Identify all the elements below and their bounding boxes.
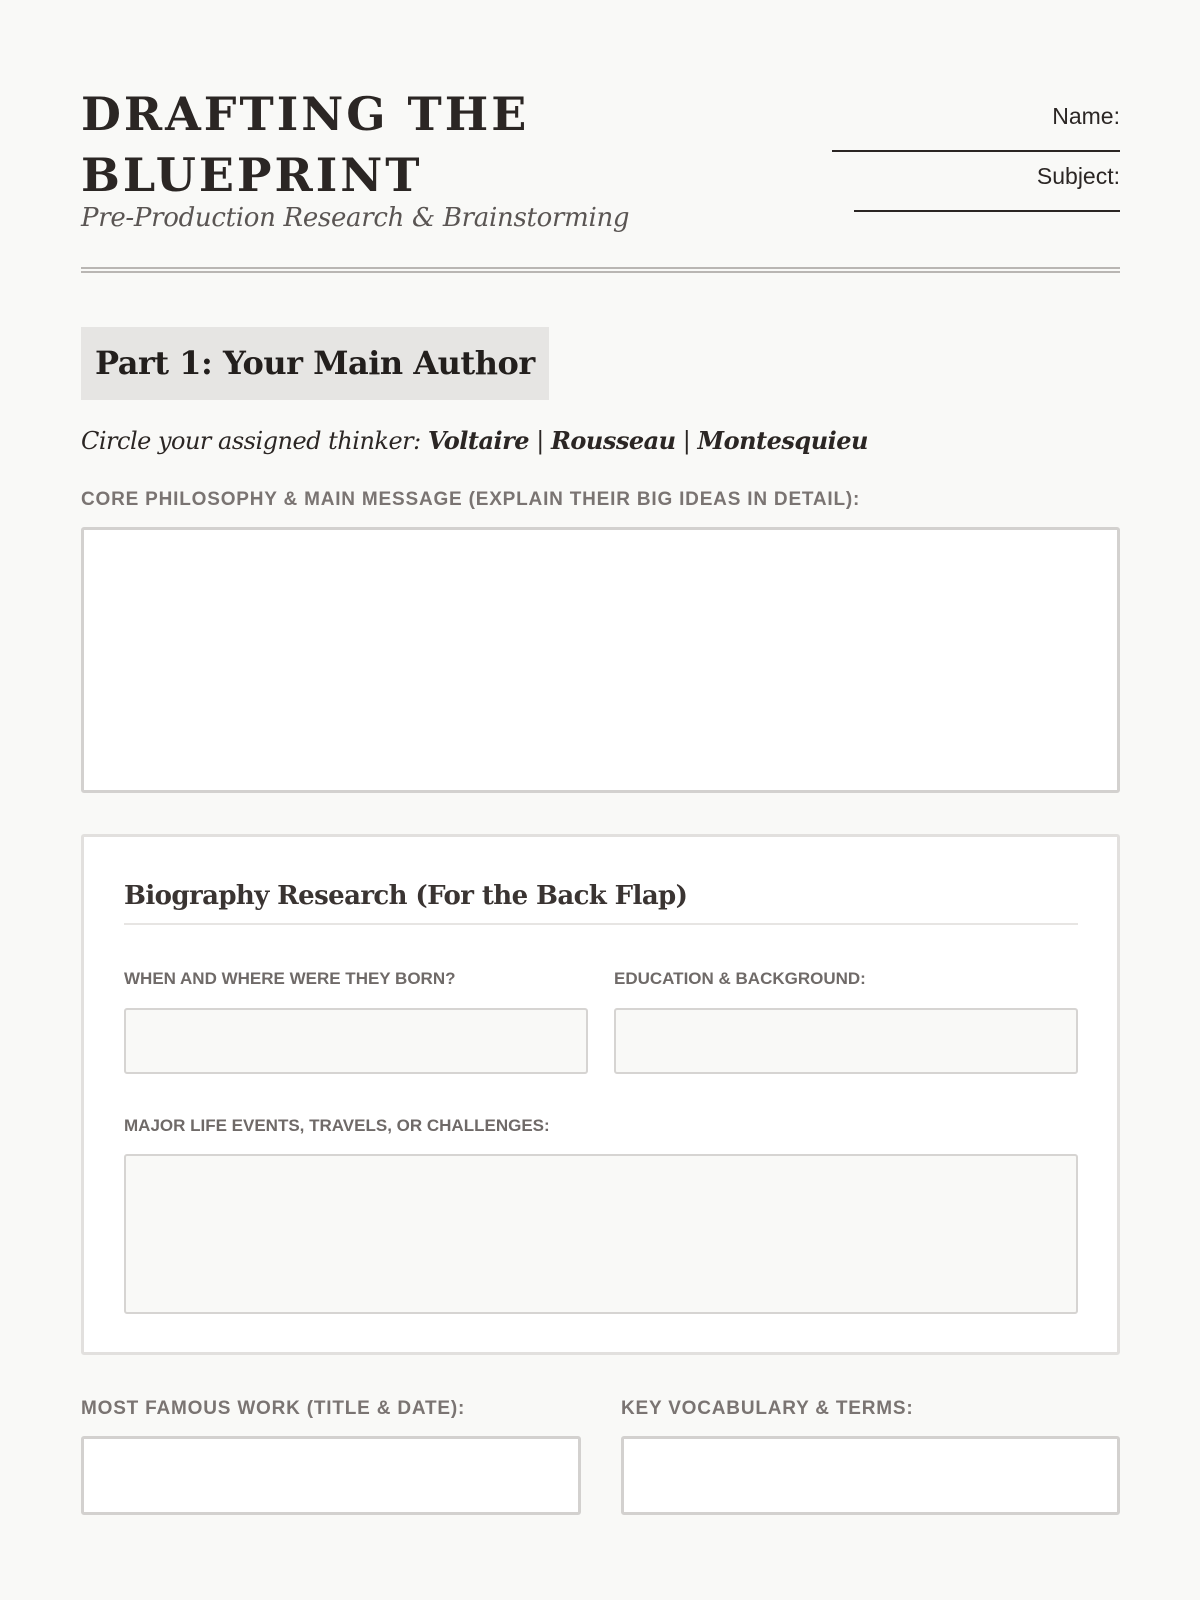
education-label: EDUCATION & BACKGROUND: (614, 969, 866, 988)
student-info (832, 102, 1120, 222)
name-blank-line[interactable] (832, 130, 1120, 152)
biography-card (81, 834, 1120, 1355)
vocabulary-field[interactable] (621, 1436, 1120, 1515)
life-events-label: MAJOR LIFE EVENTS, TRAVELS, OR CHALLENGES: (124, 1116, 550, 1135)
page-title-line-2: BLUEPRINT (81, 148, 423, 202)
vocabulary-label: KEY VOCABULARY & TERMS: (621, 1398, 914, 1419)
born-field[interactable] (124, 1008, 588, 1074)
famous-work-label: MOST FAMOUS WORK (TITLE & DATE): (81, 1398, 466, 1419)
name-row (832, 102, 1120, 152)
subject-label: Subject: (1036, 163, 1120, 189)
subject-row (832, 162, 1120, 212)
famous-work-field[interactable] (81, 1436, 581, 1515)
core-philosophy-box[interactable] (81, 527, 1120, 793)
page-subtitle: Pre-Production Research & Brainstorming (81, 203, 630, 233)
thinker-separator: | (682, 427, 691, 455)
thinker-prompt: Circle your assigned thinker: (81, 427, 421, 455)
biography-title: Biography Research (For the Back Flap) (124, 881, 1078, 925)
worksheet-page (81, 84, 1120, 274)
life-events-field[interactable] (124, 1154, 1078, 1314)
education-field[interactable] (614, 1008, 1078, 1074)
thinker-option-montesquieu[interactable]: Montesquieu (697, 426, 868, 455)
part-1-heading: Part 1: Your Main Author (81, 327, 549, 400)
core-philosophy-label: CORE PHILOSOPHY & MAIN MESSAGE (EXPLAIN THEIR BIG IDEAS IN DETAIL): (81, 489, 861, 510)
thinker-option-rousseau[interactable]: Rousseau (550, 426, 676, 455)
subject-blank-line[interactable] (854, 190, 1120, 212)
header-divider (81, 267, 1120, 273)
thinker-choice-line (81, 426, 868, 455)
page-title (81, 84, 529, 206)
thinker-separator: | (536, 427, 544, 455)
page-title-line-1: DRAFTING THE (81, 87, 530, 141)
thinker-option-voltaire[interactable]: Voltaire (427, 426, 530, 455)
born-label: WHEN AND WHERE WERE THEY BORN? (124, 969, 456, 988)
worksheet-header (81, 84, 1120, 274)
name-label: Name: (1052, 103, 1120, 129)
